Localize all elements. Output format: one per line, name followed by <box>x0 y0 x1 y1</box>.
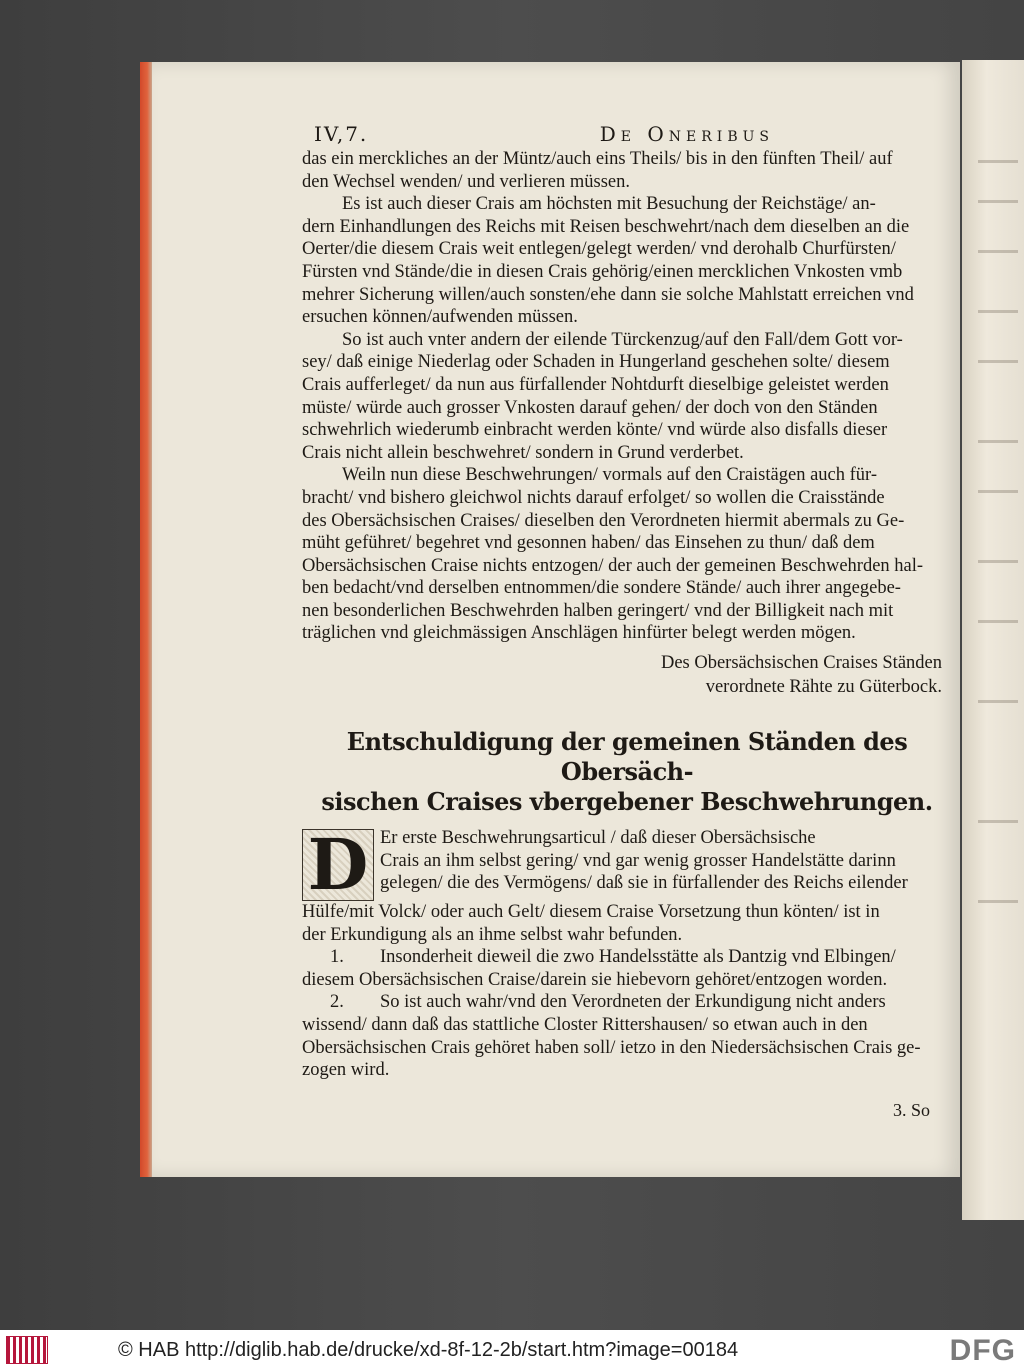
paragraph-1 <box>302 148 952 193</box>
text-line: Weiln nun diese Beschwehrungen/ vormals auf den Craistägen auch für- <box>342 465 877 486</box>
text-line: bracht/ vnd bishero gleichwol nichts darauf erfolget/ so wollen die Craisstände <box>302 487 885 508</box>
text-line: schwehrlich wiederumb einbracht werden könte/ vnd würde also disfalls dieser <box>302 420 888 441</box>
text-line: Oerter/die diesem Crais weit entlegen/gelegt werden/ vnd derohalb Churfürsten/ <box>302 239 896 260</box>
section-opening <box>302 823 952 946</box>
text-line: wissend/ dann daß das stattliche Closter Rittershausen/ so etwan auch in den <box>302 1015 868 1036</box>
numbered-item-1 <box>302 946 952 991</box>
text-line: zogen wird. <box>302 1060 390 1081</box>
heading-line: sischen Craises vbergebener Beschwehrungen. <box>321 787 933 817</box>
text-line: den Wechsel wenden/ und verlieren müssen. <box>302 171 630 192</box>
heading-line: Entschuldigung der gemeinen Ständen des Obersäch- <box>346 727 908 787</box>
text-line: träglichen vnd gleichmässigen Anschlägen hinfürter belegt werden mögen. <box>302 623 856 644</box>
text-line <box>302 991 952 1014</box>
page-red-edge <box>140 62 152 1177</box>
paragraph-2 <box>302 193 952 329</box>
numbered-item-2 <box>302 991 952 1081</box>
running-title: De Oneribus <box>599 122 774 146</box>
signature-line: Des Obersächsischen Craises Ständen <box>660 653 942 674</box>
text-line: der Erkundigung als an ihme selbst wahr befunden. <box>302 924 683 945</box>
paragraph-4 <box>302 464 952 645</box>
text-line: dern Einhandlungen des Reichs mit Reisen beschwehrt/nach dem dieselben an die <box>302 216 910 237</box>
text-line: das ein merckliches an der Müntz/auch eins Theils/ bis in den fünften Theil/ auf <box>302 149 893 169</box>
item-number: 2. <box>330 992 344 1013</box>
text-line: gelegen/ die des Vermögens/ daß sie in fürfallender des Reichs eilender <box>380 873 908 894</box>
text-line: Obersächsischen Crais gehöret haben soll/ ietzo in den Niedersächsischen Crais ge- <box>302 1037 921 1058</box>
viewer-footer <box>0 1330 1024 1370</box>
text-line: ben bedacht/vnd derselben entnommen/die sondere Stände/ auch ihrer angegebe- <box>302 578 901 599</box>
text-line: müste/ würde auch grosser Vnkosten darauf gehen/ der doch von den Ständen <box>302 397 878 418</box>
text-line: Crais nicht allein beschwehret/ sondern in Grund verderbet. <box>302 442 744 463</box>
signature-line: verordnete Rähte zu Güterbock. <box>705 677 942 698</box>
text-line: nen besonderlichen Beschwehrden halben geringert/ vnd der Billigkeit nach mit <box>302 600 894 621</box>
hab-logo-icon <box>6 1336 48 1364</box>
text-line: Es ist auch dieser Crais am höchsten mit Besuchung der Reichstäge/ an- <box>342 194 876 215</box>
text-line: Crais an ihm selbst gering/ vnd gar wenig grosser Handelstätte darinn <box>380 850 896 871</box>
item-text: Insonderheit dieweil die zwo Handelsstätte als Dantzig vnd Elbingen/ <box>380 947 896 968</box>
page-text <box>302 120 952 1121</box>
text-line: sey/ daß einige Niederlag oder Schaden in Hungerland geschehen solte/ diesem <box>302 352 890 373</box>
text-line: So ist auch vnter andern der eilende Türckenzug/auf den Fall/dem Gott vor- <box>342 329 903 350</box>
item-text: So ist auch wahr/vnd den Verordneten der Erkundigung nicht anders <box>380 992 886 1013</box>
text-line: ersuchen können/aufwenden müssen. <box>302 307 578 328</box>
section-heading <box>302 727 952 817</box>
text-line: Hülfe/mit Volck/ oder auch Gelt/ diesem Craise Vorsetzung thun könten/ ist in <box>302 902 880 923</box>
text-line: müht geführet/ begehret vnd gesonnen haben/ das Einsehen zu thun/ daß dem <box>302 533 875 554</box>
item-number: 1. <box>330 947 344 968</box>
text-line <box>302 946 952 969</box>
paragraph-3 <box>302 329 952 465</box>
text-line: mehrer Sicherung willen/auch sonsten/ehe dann sie solche Mahlstatt erreichen vnd <box>302 284 914 305</box>
text-line: Er erste Beschwehrungsarticul / daß dieser Obersächsische <box>380 828 816 849</box>
text-line: Crais aufferleget/ da nun aus fürfallender Nohtdurft dieselbige geleistet werden <box>302 374 889 395</box>
text-line: diesem Obersächsischen Craise/darein sie hiebevorn gehöret/entzogen worden. <box>302 969 888 990</box>
text-line: Obersächsischen Craise nichts entzogen/ der auch der gemeinen Beschwehrden hal- <box>302 555 924 576</box>
running-head <box>314 120 774 148</box>
adjacent-page-edge <box>962 60 1024 1220</box>
source-link[interactable]: © HAB http://diglib.hab.de/drucke/xd-8f-12-2b/start.htm?image=00184 <box>118 1338 739 1361</box>
signature-block <box>302 651 952 699</box>
text-line: Fürsten vnd Stände/die in diesen Crais gehörig/einen mercklichen Vnkosten vmb <box>302 261 903 282</box>
decorated-initial: D <box>302 829 374 901</box>
dfg-logo: DFG <box>949 1334 1016 1367</box>
catchword: 3. So <box>892 1099 930 1120</box>
page-number: IV,7. <box>314 122 369 146</box>
text-line: des Obersächsischen Craises/ dieselben den Verordneten hiermit abermals zu Ge- <box>302 510 905 531</box>
